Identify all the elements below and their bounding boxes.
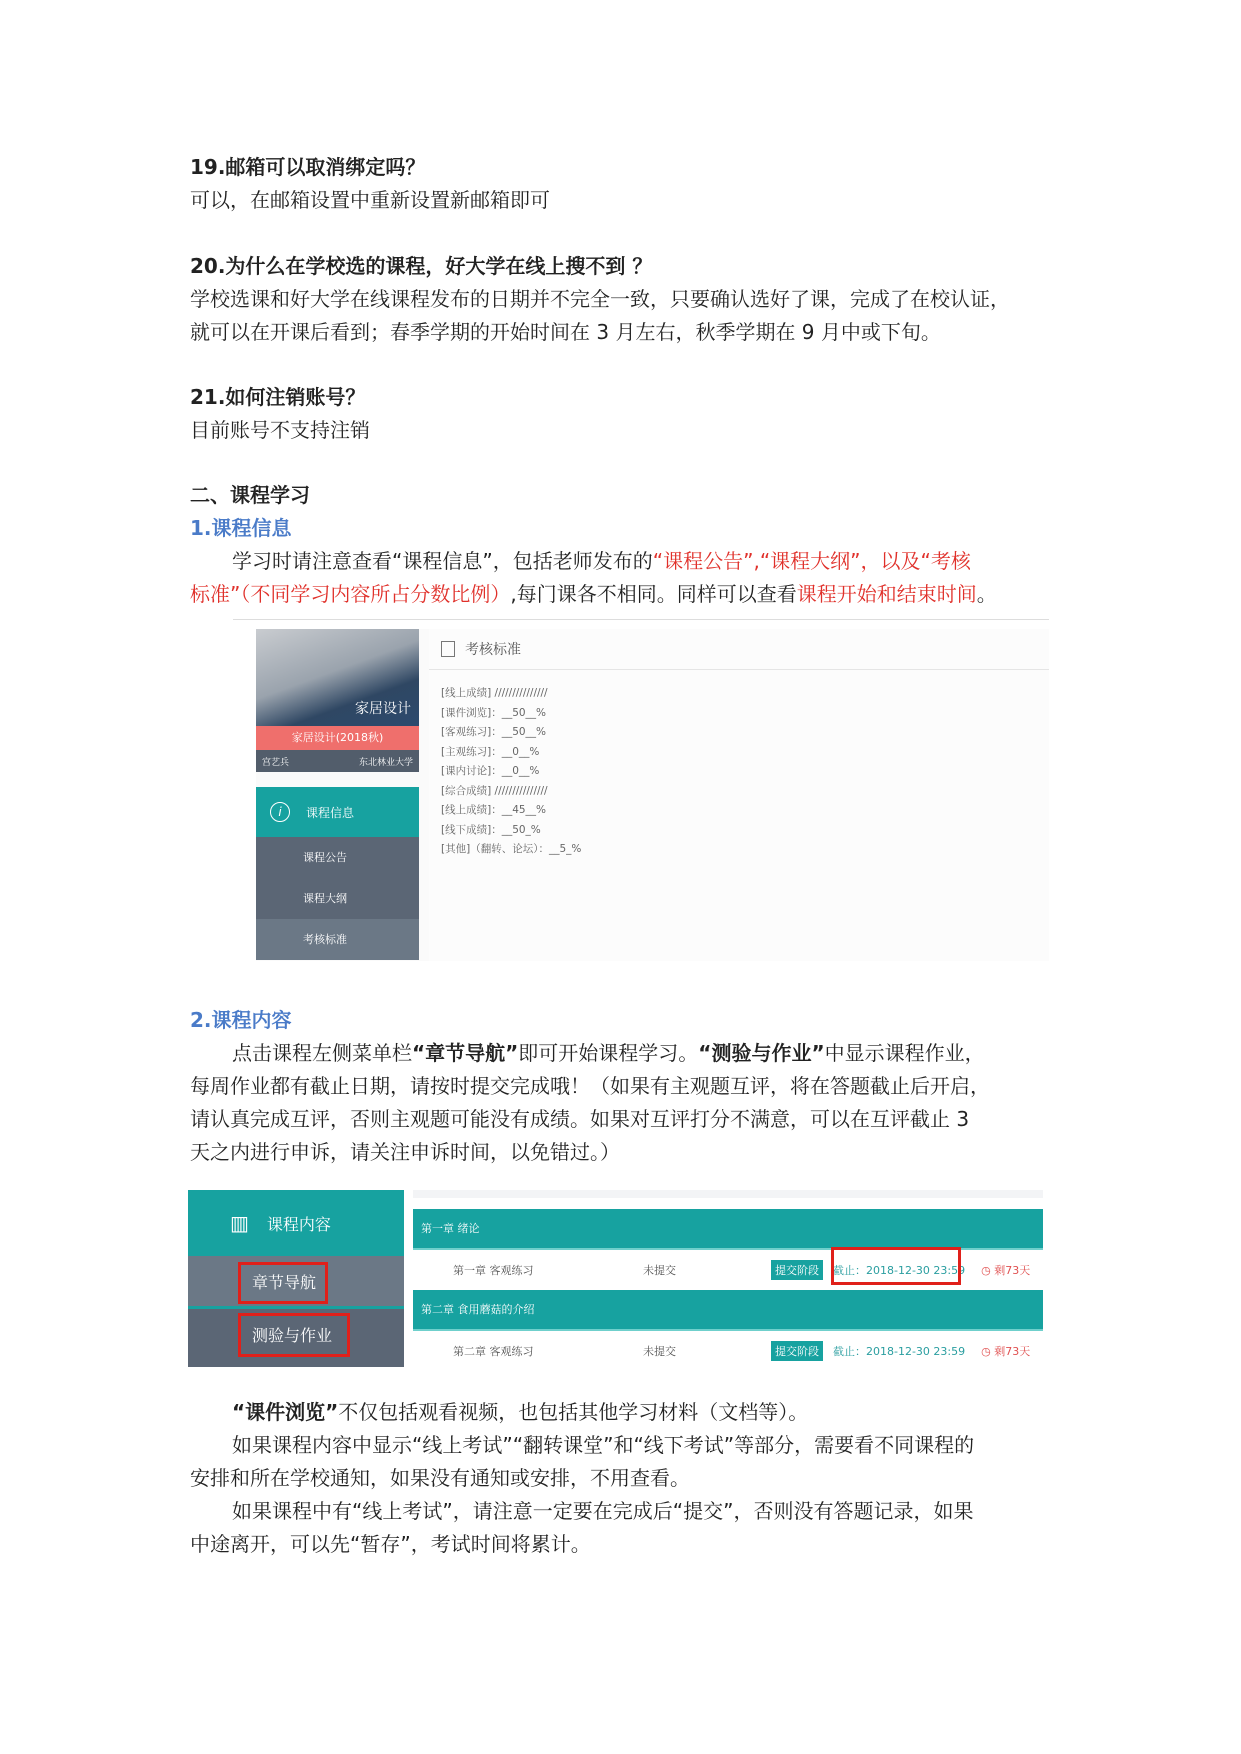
- section-title: 二、课程学习: [190, 483, 310, 507]
- paragraph-line: 每周作业都有截止日期，请按时提交完成哦！（如果有主观题互评，将在答题截止后开启，: [190, 1074, 990, 1098]
- rule-line: [线上成绩]：__45__%: [441, 804, 547, 816]
- course-cover-image: [256, 629, 419, 726]
- faq-19-question: 19.邮箱可以取消绑定吗？: [190, 155, 426, 179]
- text: 学习时请注意查看“课程信息”，包括老师发布的: [232, 549, 653, 573]
- text: 。: [976, 582, 997, 606]
- faq-20-answer-line: 就可以在开课后看到；春季学期的开始时间在 3 月左右，秋季学期在 9 月中或下旬。: [190, 320, 941, 344]
- subsection-course-info: 1.课程信息: [190, 516, 292, 540]
- divider: [233, 619, 1049, 620]
- remaining-text: 剩73天: [994, 1345, 1031, 1358]
- remaining: [981, 1262, 1030, 1278]
- paragraph-line: 请认真完成互评，否则主观题可能没有成绩。如果对互评打分不满意，可以在互评截止 3: [190, 1107, 970, 1131]
- stage-badge: 提交阶段: [771, 1260, 823, 1280]
- menu-item-syllabus[interactable]: 课程大纲: [256, 878, 419, 919]
- paragraph-line: 安排和所在学校通知，如果没有通知或安排，不用查看。: [190, 1466, 690, 1490]
- info-icon: i: [270, 802, 290, 822]
- text: ,每门课各不相同。同样可以查看: [510, 582, 797, 606]
- faq-21-question: 21.如何注销账号？: [190, 385, 366, 409]
- label: 章节导航: [252, 1272, 317, 1292]
- course-info-menu: [256, 787, 419, 960]
- top-strip: [413, 1190, 1043, 1198]
- rule-line: [线下成绩]：__50_%: [441, 823, 541, 836]
- menu-head-course-info[interactable]: [256, 787, 419, 837]
- status: 未提交: [643, 1264, 676, 1277]
- rule-line: [其他]（翻转、论坛）：__5_%: [441, 843, 582, 855]
- paragraph-line: [190, 545, 1070, 578]
- paragraph-line: 如果课程内容中显示“线上考试”“翻转课堂”和“线下考试”等部分，需要看不同课程的: [232, 1433, 975, 1457]
- assignment-row[interactable]: [413, 1250, 1043, 1290]
- clock-icon: ◷: [981, 1345, 995, 1358]
- course-info-screenshot: [256, 629, 1049, 961]
- text: 点击课程左侧菜单栏: [232, 1041, 412, 1065]
- document-icon: [441, 641, 455, 657]
- assignment-name[interactable]: 第二章 客观练习: [453, 1345, 534, 1358]
- stage-badge: 提交阶段: [771, 1341, 823, 1361]
- text: 不仅包括观看视频，也包括其他学习材料（文档等）。: [338, 1400, 809, 1424]
- chapter-header: 第一章 绪论: [413, 1209, 1043, 1250]
- paragraph-line: [190, 578, 1070, 611]
- grading-panel: [429, 629, 1049, 961]
- text: 中显示课程作业，: [824, 1041, 985, 1065]
- faq-21-answer: 目前账号不支持注销: [190, 418, 370, 442]
- course-name: 家居设计(2018秋): [256, 726, 419, 750]
- rule-line: [综合成绩] ///////////////: [441, 784, 548, 797]
- school: 东北林业大学: [358, 757, 413, 768]
- highlight-box: [238, 1313, 350, 1357]
- remaining-text: 剩73天: [994, 1264, 1031, 1277]
- paragraph-line: 天之内进行申诉，请关注申诉时间，以免错过。）: [190, 1140, 620, 1164]
- status: 未提交: [643, 1345, 676, 1358]
- rule-line: [主观练习]：__0__%: [441, 745, 540, 758]
- clock-icon: ◷: [981, 1264, 995, 1277]
- rule-line: [客观练习]：__50__%: [441, 726, 547, 738]
- faq-20-answer-line: 学校选课和好大学在线课程发布的日期并不完全一致，只要确认选好了课，完成了在校认证，: [190, 287, 1010, 311]
- assignment-name[interactable]: 第一章 客观练习: [453, 1264, 534, 1277]
- highlight-box: [238, 1262, 328, 1304]
- highlight-box: [831, 1247, 961, 1285]
- highlight-text: “课程公告”,“课程大纲”，以及“考核: [652, 549, 971, 573]
- panel-title: 考核标准: [465, 642, 521, 658]
- chapter-header: 第二章 食用蘑菇的介绍: [413, 1290, 1043, 1331]
- teacher: 宫艺兵: [262, 757, 290, 768]
- bold-text: “章节导航”: [412, 1041, 519, 1065]
- menu-item-announcement[interactable]: 课程公告: [256, 837, 419, 878]
- panel-header: [429, 629, 1049, 670]
- text: 即可开始课程学习。: [518, 1041, 699, 1065]
- course-content-screenshot: [188, 1190, 1043, 1367]
- deadline: 截止：2018-12-30 23:59: [833, 1345, 966, 1358]
- assignment-row[interactable]: [413, 1331, 1043, 1371]
- rule-line: [课件浏览]：__50__%: [441, 706, 547, 719]
- highlight-text: 课程开始和结束时间: [796, 582, 977, 606]
- bold-text: “课件浏览”: [232, 1400, 339, 1424]
- faq-20-question: 20.为什么在学校选的课程，好大学在线上搜不到 ？: [190, 254, 653, 278]
- paragraph-line: [190, 1037, 1070, 1070]
- label: 测验与作业: [252, 1325, 333, 1345]
- menu-item-grading[interactable]: 考核标准: [256, 919, 419, 960]
- chapter-list: [413, 1190, 1043, 1367]
- sidebar-item-quiz-homework[interactable]: [188, 1309, 404, 1359]
- course-meta: [256, 750, 419, 772]
- paragraph-line: 中途离开，可以先“暂存”，考试时间将累计。: [190, 1532, 591, 1556]
- paragraph-line: 如果课程中有“线上考试”，请注意一定要在完成后“提交”，否则没有答题记录，如果: [232, 1499, 974, 1523]
- faq-19-answer: 可以，在邮箱设置中重新设置新邮箱即可: [190, 188, 550, 212]
- content-sidebar: [188, 1190, 404, 1367]
- subsection-course-content: 2.课程内容: [190, 1008, 292, 1032]
- rule-line: [线上成绩] ///////////////: [441, 687, 548, 699]
- sidebar-head: [188, 1190, 404, 1256]
- sidebar-item-chapter-nav[interactable]: [188, 1256, 404, 1309]
- label: 课程内容: [266, 1214, 331, 1234]
- label: 课程信息: [306, 805, 355, 820]
- binders-icon: ▥: [230, 1211, 249, 1235]
- grading-rules: [429, 670, 1049, 860]
- bold-text: “测验与作业”: [698, 1041, 825, 1065]
- deadline: 截止：2018-12-30 23:59: [833, 1264, 966, 1277]
- cover-text: 家居设计: [355, 701, 411, 717]
- paragraph-line: [190, 1396, 1070, 1429]
- rule-line: [课内讨论]：__0__%: [441, 765, 540, 777]
- remaining: [981, 1343, 1030, 1359]
- highlight-text: 标准”（不同学习内容所占分数比例）: [190, 582, 511, 606]
